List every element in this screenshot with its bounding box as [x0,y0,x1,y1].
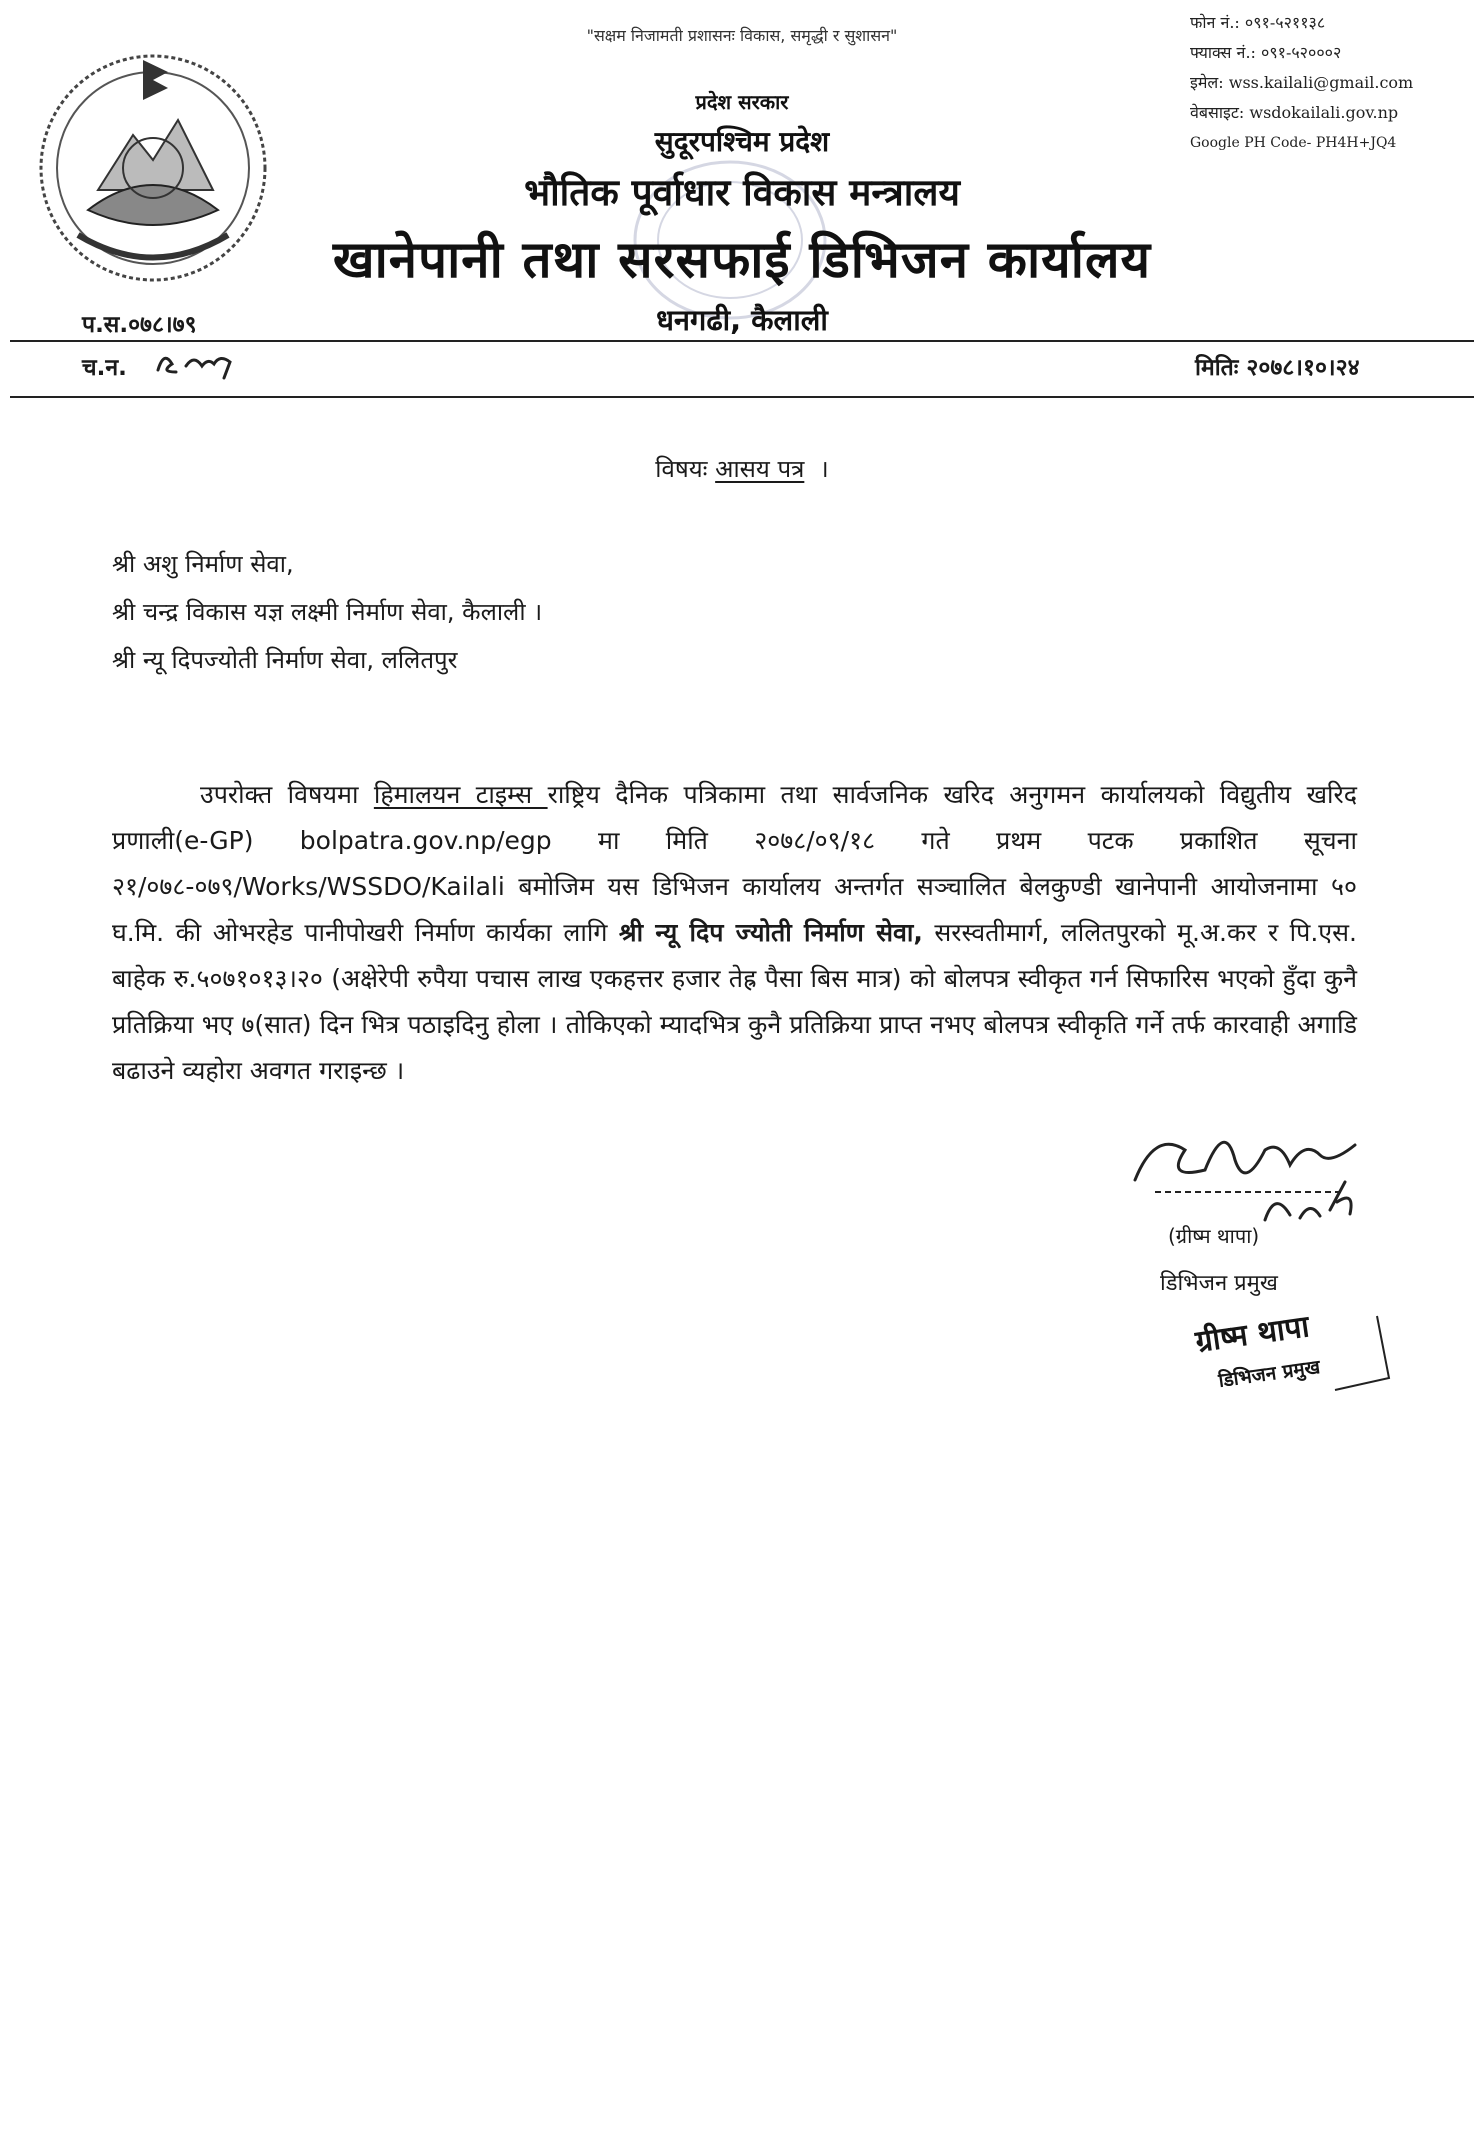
handwritten-signature [1115,1110,1375,1230]
letter-body-paragraph [112,772,1357,1094]
patra-sankhya: प.स.०७८।७९ [82,312,197,338]
website: वेबसाइट: wsdokailali.gov.np [1190,103,1399,122]
newspaper-name: हिमालयन टाइम्स [373,780,548,809]
chalani-label: च.न. [82,355,127,381]
subject-end: । [819,455,829,483]
header-divider-bottom [10,396,1474,398]
addressee-item: श्री अशु निर्माण सेवा, [112,550,294,578]
chalani-number-handwritten [150,342,250,382]
addressee-item: श्री चन्द्र विकास यज्ञ लक्ष्मी निर्माण सेवा, कैलाली । [112,598,543,626]
signatory-title: डिभिजन प्रमुख [1160,1271,1278,1296]
stamp-name: ग्रीष्म थापा [1193,1309,1312,1360]
signatory-name: (ग्रीष्म थापा) [1168,1224,1260,1248]
phone-number: फोन नं.: ०९१-५२११३८ [1190,13,1326,32]
office-location: धनगढी, कैलाली [656,303,828,337]
subject-text: आसय पत्र [715,455,805,483]
email-address: इमेल: wss.kailali@gmail.com [1190,73,1414,92]
body-part: उपरोक्त विषयमा [200,780,374,809]
subject-label: विषयः [655,455,708,483]
fax-number: फ्याक्स नं.: ०९१-५२०००२ [1190,43,1342,62]
ministry-heading: भौतिक पूर्वाधार विकास मन्त्रालय [524,171,960,214]
stamp-title: डिभिजन प्रमुख [1217,1355,1322,1393]
plus-code: Google PH Code- PH4H+JQ4 [1190,135,1397,151]
province-heading: सुदूरपश्चिम प्रदेश [654,125,830,158]
motto: "सक्षम निजामती प्रशासनः विकास, समृद्धी र सुशासन" [586,26,898,45]
addressee-list [112,540,542,684]
body-part: सरस्वतीमार्ग, ललितपुरको मू.अ.कर र पि.एस. बाहेक रु.५०७१०१३।२० (अक्षेरेपी रुपैया पचास लाख एकहत्तर हजार तेह्र पैसा बिस मात्र) को बोलपत्र स्वीकृत गर्न सिफारिस भएको हुँदा कुनै प्रतिक्रिया भए ७(सात) दिन भित्र पठाइदिनु होला । तोकिएको म्यादभित्र कुनै प्रतिक्रिया प्राप्त नभए बोलपत्र स्वीकृति गर्ने तर्फ कारवाही अगाडि बढाउने व्यहोरा अवगत गराइन्छ । [112,918,1357,1085]
body-part: राष्ट्रिय दैनिक पत्रिकामा तथा सार्वजनिक खरिद अनुगमन कार्यालयको विद्युतीय खरिद प्रणाली(e-GP) bolpatra.gov.np/egp मा मिति २०७८/०९/१८ गते प्रथम पटक प्रकाशित सूचना २१/०७८-०७९/Works/WSSDO/Kailali बमोजिम यस डिभिजन कार्यालय अन्तर्गत सञ्चालित बेलकुण्डी खानेपानी आयोजनामा ५० घ.मि. की ओभरहेड पानीपोखरी निर्माण कार्यका लागि [112,780,1358,947]
subject-line [0,452,1484,485]
government-heading: प्रदेश सरकार [695,90,789,114]
letter-date: मितिः २०७८।१०।२४ [1195,355,1360,381]
office-heading: खानेपानी तथा सरसफाई डिभिजन कार्यालय [332,231,1152,290]
bidder-name: श्री न्यू दिप ज्योती निर्माण सेवा, [618,918,923,947]
addressee-item: श्री न्यू दिपज्योती निर्माण सेवा, ललितपुर [112,646,458,674]
